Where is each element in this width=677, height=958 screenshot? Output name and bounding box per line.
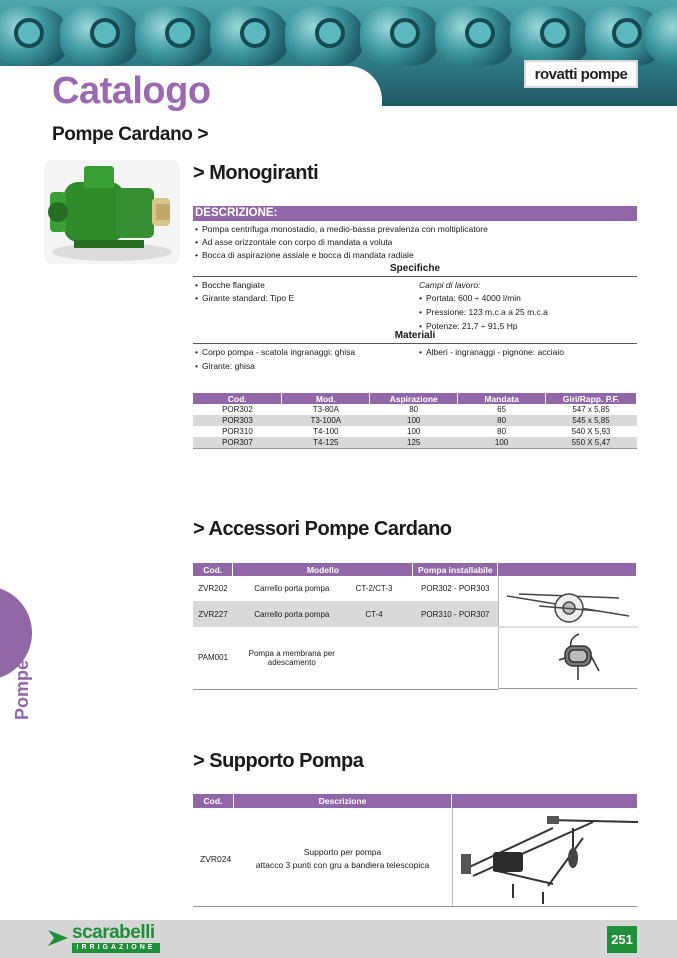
cell-model-code: CT-4 [365,609,383,619]
cell-cod: ZVR227 [193,601,233,627]
cell-mod: T4-100 [313,427,339,436]
section-heading-supporto: > Supporto Pompa [193,750,364,772]
spec-item: • Girante standard: Tipo E [195,292,294,304]
section-heading-monogiranti: > Monogiranti [193,162,319,184]
divider [193,343,637,344]
table-row [193,415,637,426]
material-item: • Alberi - ingranaggi - pignone: acciaio [419,346,564,358]
cell-cod: ZVR202 [198,584,228,593]
cell-descrizione-2: attacco 3 punti con gru a bandiera telescopica [255,860,430,870]
cell-giri: 545 x 5,85 [546,415,637,426]
cell-mod: T4-125 [282,437,370,448]
page-title: Catalogo [52,70,211,112]
support-image [452,808,637,906]
section-heading-accessori: > Accessori Pompe Cardano [193,518,452,540]
cell-mandata: 100 [458,437,546,448]
cell-mod: T3-100A [282,415,370,426]
cell-cod: ZVR024 [200,854,232,864]
page-number: 251 [607,926,637,953]
col-header-modello: Modello [233,563,413,576]
brand-logo: rovatti pompe [524,60,638,88]
divider [193,906,637,907]
material-item: • Girante: ghisa [195,360,255,372]
description-line: • Ad asse orizzontale con corpo di mandata a voluta [195,236,392,248]
specifiche-heading: Specifiche [389,263,441,274]
col-header-cod: Cod. [193,563,233,576]
footer-brand: scarabelli [72,922,155,943]
table-row [193,404,637,415]
cell-aspirazione: 100 [407,427,421,436]
cell-modello: Pompa a membrana per adescamento [248,648,335,667]
cell-mandata: 65 [497,405,507,414]
table-row [193,437,637,448]
cell-model-code: CT-2/CT-3 [355,584,393,593]
footer-brand-sub: IRRIGAZIONE [72,943,160,953]
membrane-pump-image [559,634,599,680]
description-line: • Pompa centrifuga monostadio, a medio-bassa prevalenza con moltiplicatore [195,223,488,235]
accessory-images [498,576,637,689]
cell-aspirazione: 80 [409,405,419,414]
cell-aspirazione: 125 [370,437,458,448]
material-item: • Corpo pompa - scatola ingranaggi: ghisa [195,346,355,358]
description-line: • Bocca di aspirazione assiale e bocca di mandata radiale [195,249,414,261]
materiali-heading: Materiali [394,330,436,341]
pump-spec-table [193,393,637,449]
cell-descrizione-1: Supporto per pompa [303,847,382,857]
pump-product-image [44,160,180,264]
col-header-mod: Mod. [282,393,370,404]
cell-aspirazione: 100 [370,415,458,426]
col-header-image [498,563,637,576]
spec-item: • Pressione: 123 m.c.a a 25 m.c.a [419,306,548,318]
cell-cod: POR310 [222,427,253,436]
spec-item: • Potenze: 21,7 ÷ 91,5 Hp [419,320,518,332]
spec-item: • Bocche flangiate [195,279,265,291]
scarabelli-logo-icon [46,928,70,948]
side-tab-label: Pompe [12,659,32,720]
campi-label: Campi di lavoro: [419,280,481,290]
divider [193,276,637,277]
col-header-cod: Cod. [193,393,282,404]
cell-cod: PAM001 [193,627,233,689]
table-row [193,426,637,437]
cell-giri: 550 X 5,47 [546,437,637,448]
cell-cod: POR303 [193,415,282,426]
spec-item: • Portata: 600 ÷ 4000 l/min [419,292,521,304]
breadcrumb[interactable]: Pompe Cardano > [52,124,209,145]
cell-giri: 547 x 5,85 [572,405,610,414]
description-bar: DESCRIZIONE: [193,206,637,221]
col-header-pompa-installabile: Pompa installabile [413,563,498,576]
col-header-giri: Giri/Rapp. P.F. [546,393,637,404]
cell-modello: Carrello porta pompa [254,609,330,619]
cell-cod: POR302 [222,405,253,414]
cart-image [507,594,629,622]
col-header-mandata: Mandata [458,393,546,404]
col-header-cod: Cod. [203,796,223,806]
cell-pompa: POR302 - POR303 [421,584,490,593]
col-header-aspirazione: Aspirazione [370,393,458,404]
col-header-descrizione: Descrizione [233,794,452,808]
cell-cod: POR307 [193,437,282,448]
cell-modello: Carrello porta pompa [254,584,330,593]
cell-mandata: 80 [458,415,546,426]
cell-pompa: POR310 - POR307 [413,601,498,627]
cell-mod: T3-80A [312,405,339,414]
cell-giri: 540 X 5,93 [571,427,611,436]
cell-mandata: 80 [497,427,507,436]
